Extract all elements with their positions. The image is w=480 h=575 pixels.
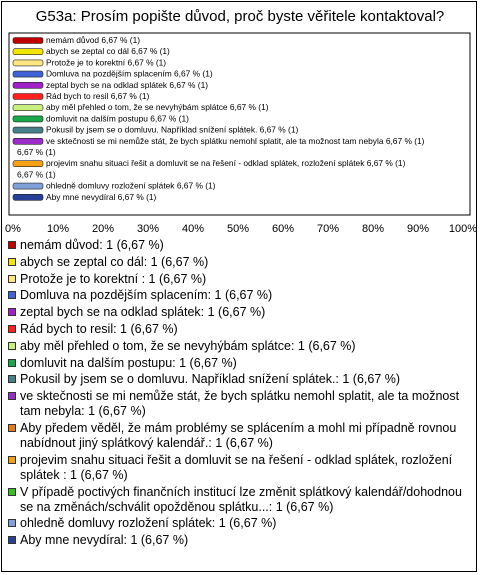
legend-swatch	[8, 375, 16, 383]
bar	[13, 60, 43, 66]
bar-label: domluvit na dalším postupu 6,67 % (1)	[46, 113, 189, 124]
bar-label: Pokusil by jsem se o domluvu. Například snížení splátek. 6,67 % (1)	[46, 124, 299, 135]
legend-swatch	[8, 392, 16, 400]
legend-swatch	[8, 359, 16, 367]
legend-item	[8, 389, 474, 419]
legend-label: Pokusil by jsem se o domluvu. Například snížení splátek.: 1 (6,67 %)	[20, 372, 401, 387]
legend-item	[8, 356, 474, 371]
legend-label: Aby předem věděl, že mám problémy se splácením a mohl mi případně rovnou nabídnout jiný splátkový kalendář.: 1 (6,67 %)	[20, 420, 457, 450]
x-tick-label: 70%	[316, 223, 340, 235]
legend-label: ohledně domluvy rozložení splátek: 1 (6,67 %)	[20, 516, 277, 531]
legend-label: Aby mne nevydíral: 1 (6,67 %)	[20, 533, 189, 548]
legend-item	[8, 421, 474, 451]
legend-item	[8, 238, 474, 253]
x-tick-label: 50%	[226, 223, 250, 235]
legend-item	[8, 485, 474, 515]
legend-swatch	[8, 308, 16, 316]
x-tick-label: 80%	[361, 223, 385, 235]
bar-label: Protože je to korektní 6,67 % (1)	[46, 57, 167, 68]
bar-label: ve sktečnosti se mi nemůže stát, že bych splátku nemohl splatit, ale ta možnost tam nebyla 6,67 % (1)	[46, 135, 425, 146]
bar	[13, 161, 43, 167]
x-axis-ticks	[5, 223, 477, 235]
x-tick-label: 90%	[406, 223, 430, 235]
bar	[13, 71, 43, 77]
bar	[13, 183, 43, 189]
legend-label: ve sktečnosti se mi nemůže stát, že bych splátku nemohl splatit, ale ta možnost tam nebyla: 1 (6,67 %)	[20, 389, 460, 419]
legend-label: abych se zeptal co dál: 1 (6,67 %)	[20, 254, 209, 269]
bar	[13, 194, 43, 200]
legend-item	[8, 305, 474, 320]
x-tick-label: 60%	[271, 223, 295, 235]
bar-label: nemám důvod 6,67 % (1)	[46, 35, 141, 45]
bar-label: 6,67 % (1)	[17, 169, 56, 180]
legend-swatch	[8, 275, 16, 283]
bar-label: projevim snahu situaci řešit a domluvit se na řešení - odklad splátek, rozložení splátek 6,67 % (1)	[46, 158, 406, 169]
legend-item	[8, 516, 474, 531]
legend-item	[8, 322, 474, 337]
legend-item	[8, 255, 474, 270]
bar-chart	[0, 0, 480, 238]
bar-label: Domluva na pozdějším splacením 6,67 % (1)	[46, 68, 213, 79]
legend-swatch	[8, 342, 16, 350]
legend-label: V případě poctivých finančních institucí lze změnit splátkový kalendář/dohodnou se na změnách/schválit opožděnou splátku...: 1 (6,67 %)	[20, 484, 462, 514]
legend-label: zeptal bych se na odklad splátek: 1 (6,67 %)	[20, 305, 266, 320]
legend-swatch	[8, 325, 16, 333]
bar-label: aby měl přehled o tom, že se nevyhýbám splátce 6,67 % (1)	[46, 102, 269, 113]
legend-label: Rád bych to resil: 1 (6,67 %)	[20, 321, 178, 336]
x-tick-label: 10%	[46, 223, 70, 235]
bar	[13, 49, 43, 55]
bar-label: 6,67 % (1)	[17, 147, 56, 157]
bar	[13, 38, 43, 44]
legend-label: domluvit na dalším postupu: 1 (6,67 %)	[20, 355, 237, 370]
legend-swatch	[8, 488, 16, 496]
legend-item	[8, 272, 474, 287]
legend-swatch	[8, 519, 16, 527]
legend-swatch	[8, 258, 16, 266]
bar-label: Aby mne nevydíral 6,67 % (1)	[46, 191, 157, 202]
bar	[13, 105, 43, 111]
legend-item	[8, 533, 474, 548]
bar-label: abych se zeptal co dál 6,67 % (1)	[46, 46, 170, 57]
legend-item	[8, 372, 474, 387]
bar	[13, 94, 43, 100]
bar-label: zeptal bych se na odklad splátek 6,67 % (1)	[46, 79, 209, 90]
x-tick-label: 20%	[91, 223, 115, 235]
legend-swatch	[8, 291, 16, 299]
legend-label: Protože je to korektní : 1 (6,67 %)	[20, 271, 207, 286]
legend-label: aby měl přehled o tom, že se nevyhýbám splátce: 1 (6,67 %)	[20, 338, 356, 353]
x-tick-label: 0%	[5, 223, 21, 235]
x-tick-label: 40%	[181, 223, 205, 235]
legend-label: nemám důvod: 1 (6,67 %)	[20, 238, 164, 252]
bar	[13, 138, 43, 144]
legend	[8, 238, 474, 550]
x-tick-label: 30%	[136, 223, 160, 235]
bar-label: Rád bych to resil 6,67 % (1)	[46, 91, 150, 101]
legend-item	[8, 453, 474, 483]
x-tick-label: 100%	[448, 223, 478, 235]
bar	[13, 82, 43, 88]
legend-label: projevim snahu situaci řešit a domluvit se na řešení - odklad splátek, rozložení splátek : 1 (6,67 %)	[20, 452, 453, 482]
bar	[13, 127, 43, 133]
bar	[13, 116, 43, 122]
legend-swatch	[8, 241, 16, 249]
legend-label: Domluva na pozdějším splacením: 1 (6,67 %)	[20, 288, 273, 303]
legend-item	[8, 339, 474, 354]
legend-swatch	[8, 456, 16, 464]
legend-swatch	[8, 424, 16, 432]
bar-label: ohledně domluvy rozložení splátek 6,67 % (1)	[46, 180, 216, 191]
legend-swatch	[8, 536, 16, 544]
legend-item	[8, 288, 474, 303]
chart-title: G53a: Prosím popište důvod, proč byste věřitele kontaktoval?	[35, 8, 445, 25]
